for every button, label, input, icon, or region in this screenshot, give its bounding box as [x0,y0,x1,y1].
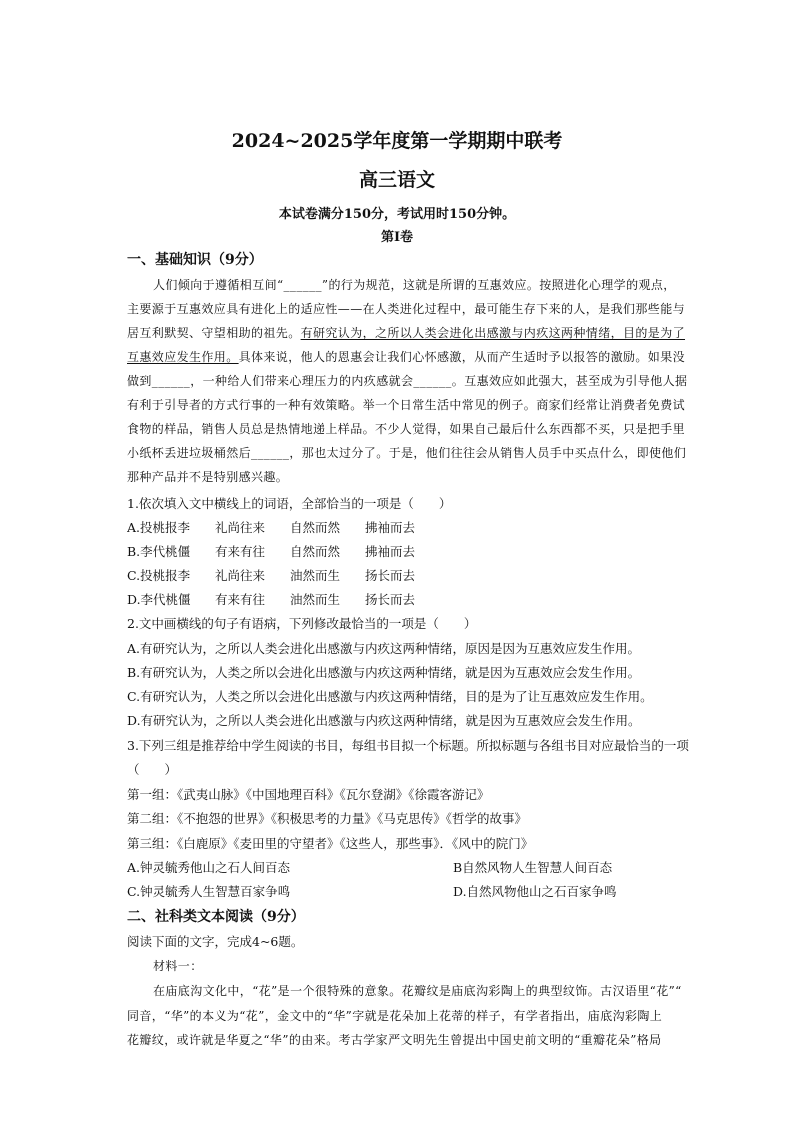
section-heading: 一、基础知识（9分） [127,252,263,268]
word: C.投桃报李 [127,568,191,583]
word: 扬长而去 [365,568,416,583]
question-3-stem: 3.下列三组是推荐给中学生阅读的书目，每组书目拟一个标题。所拟标题与各组书目对应最恰当的一项 [127,738,689,753]
underlined-sentence: 互惠效应发生作用。 [127,350,239,364]
q3-group-1: 第一组：《武夷山脉》《中国地理百科》《瓦尔登湖》《徐霞客游记》 [127,787,490,802]
q3-option-b[interactable]: B自然风物人生智慧人间百态 [453,860,613,875]
passage-line: 人们倾向于遵循相互间“______”的行为规范，这就是所谓的互惠效应。按照进化心理学的观点， [153,278,676,292]
material-line: 在庙底沟文化中，“花”是一个很特殊的意象。花瓣纹是庙底沟彩陶上的典型纹饰。古汉语里“花”“ [153,984,682,998]
word: 有来有往 [215,544,266,559]
q3-option-a[interactable]: A.钟灵毓秀他山之石人间百态 [127,860,291,875]
word: 拂袖而去 [365,544,416,559]
word: 油然而生 [290,592,341,607]
q1-option-a[interactable] [127,518,415,536]
material-line: 花瓣纹，或许就是华夏之“华”的由来。考古学家严文明先生曾提出中国史前文明的“重瓣花朵”格局 [127,1033,662,1047]
volume-label: 第Ⅰ卷 [380,230,414,245]
material-label: 材料一： [153,959,203,973]
passage-line: 食物的样品，销售人员总是热情地递上样品。不少人觉得，如果自己最后什么东西都不买，只是把手里 [127,422,686,436]
word: 礼尚往来 [215,568,266,583]
underlined-sentence: 有研究认为，之所以人类会进化出感激与内疚这两种情绪，目的是为了 [300,326,686,340]
word: B.李代桃僵 [127,544,191,559]
q3-group-3: 第三组：《白鹿原》《麦田里的守望者》《这些人，那些事》．《风中的院门》 [127,836,534,851]
passage-line: 做到______，一种给人们带来心理压力的内疚感就会______。互惠效应如此强大，甚至成为引导他人据 [127,374,688,388]
material-line: 同音，“华”的本义为“花”，金文中的“华”字就是花朵加上花蒂的样子，有学者指出，庙底沟彩陶上 [127,1009,663,1023]
question-1-stem: 1.依次填入文中横线上的词语，全部恰当的一项是（ ） [127,496,452,511]
q2-option-b[interactable]: B.有研究认为，人类之所以会进化出感激与内疚这两种情绪，就是因为互惠效应会发生作用。 [127,665,641,680]
q1-option-b[interactable] [127,542,415,560]
q3-group-2: 第二组：《不抱怨的世界》《积极思考的力量》《马克思传》《哲学的故事》 [127,811,528,826]
word: 扬长而去 [365,592,416,607]
exam-title: 2024~2025学年度第一学期期中联考 [231,130,563,152]
word: D.李代桃僵 [127,592,191,607]
word: 礼尚往来 [215,520,266,535]
passage-line: 有利于引导者的方式行事的一种有效策略。举一个日常生活中常见的例子。商家们经常让消费者免费试 [127,398,686,412]
question-3-stem-tail: （ ） [127,762,178,777]
passage-line: 主要源于互惠效应具有进化上的适应性——在人类进化过程中，最可能生存下来的人，是我们那些能与 [127,302,686,316]
q3-option-d[interactable]: D.自然风物他山之石百家争鸣 [453,884,617,899]
passage-text: 居互利默契、守望相助的祖先。 [127,326,301,340]
passage-line: 小纸杯丢进垃圾桶然后______，那也太过分了。于是，他们往往会从销售人员手中买点什么，即使他们 [127,446,687,460]
section-heading: 二、社科类文本阅读（9分） [127,909,305,925]
passage-text: 具体来说，他人的恩惠会让我们心怀感激，从而产生适时予以报答的激励。如果没 [238,350,686,364]
word: 自然而然 [290,520,341,535]
word: 自然而然 [290,544,341,559]
exam-note: 本试卷满分150分，考试用时150分钟。 [278,207,516,222]
passage-line [127,324,738,341]
word: 油然而生 [290,568,341,583]
q3-option-c[interactable]: C.钟灵毓秀人生智慧百家争鸣 [127,884,291,899]
q2-option-a[interactable]: A.有研究认为，之所以人类会进化出感激与内疚这两种情绪，原因是因为互惠效应发生作用。 [127,641,641,656]
q1-option-d[interactable] [127,590,415,608]
passage-line: 那种产品并不是特别感兴趣。 [127,470,289,484]
word: 拂袖而去 [365,520,416,535]
subject-title: 高三语文 [358,169,435,191]
q1-option-c[interactable] [127,566,415,584]
q2-option-d[interactable]: D.有研究认为，之所以人类会进化出感激与内疚这两种情绪，就是因为互惠效应会发生作用。 [127,713,641,728]
word: 有来有往 [215,592,266,607]
passage-line [127,348,738,365]
q2-option-c[interactable]: C.有研究认为，人类之所以会进化出感激与内疚这两种情绪，目的是为了让互惠效应发生作用。 [127,689,653,704]
reading-instruction: 阅读下面的文字，完成4~6题。 [127,934,304,949]
question-2-stem: 2.文中画横线的句子有语病，下列修改最恰当的一项是（ ） [127,616,477,631]
word: A.投桃报李 [127,520,191,535]
